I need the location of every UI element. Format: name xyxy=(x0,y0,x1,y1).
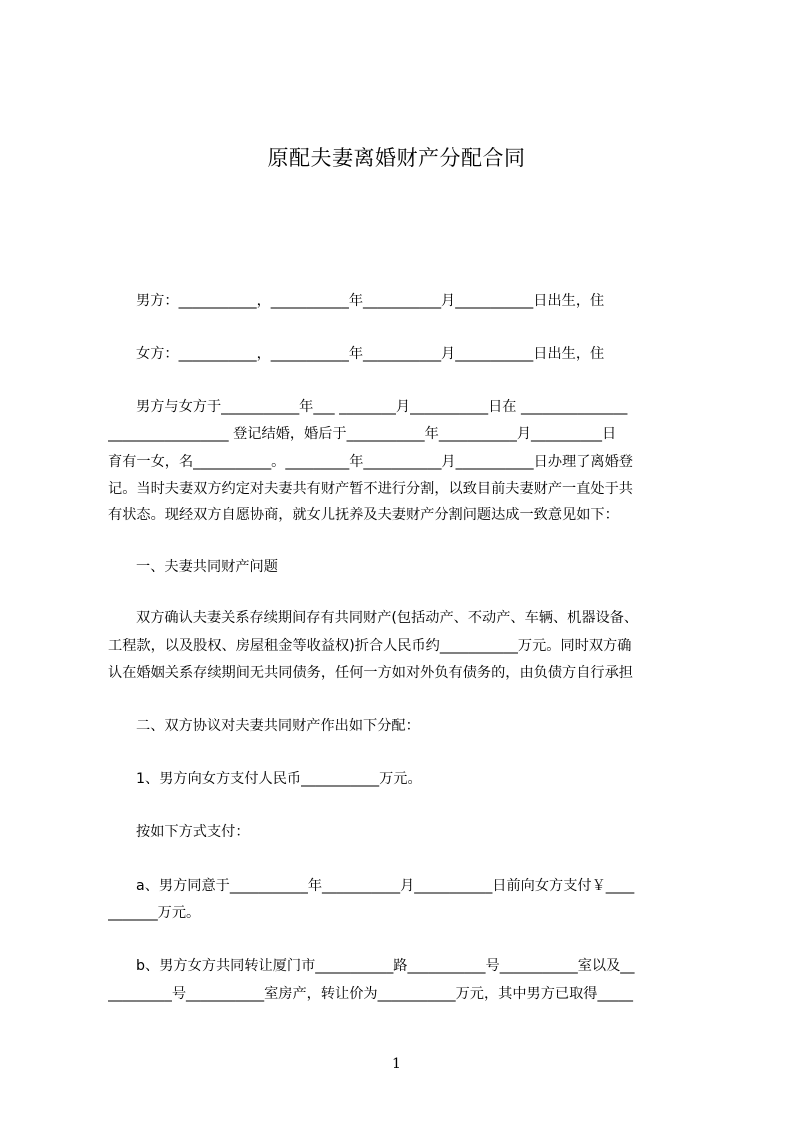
page-number: 1 xyxy=(392,1056,401,1072)
male-party-line: 男方：___________，___________年___________月___________日出生，住 xyxy=(136,293,605,309)
payment-method-line: 按如下方式支付： xyxy=(136,824,250,840)
clause-a-line-2: _______万元。 xyxy=(108,905,201,921)
preamble-line-2: _________________ 登记结婚，婚后于___________年___________月__________日 xyxy=(108,426,617,442)
preamble-line-3: 育有一女，名___________。_________年___________月___________日办理了离婚登 xyxy=(108,454,633,470)
section-1-heading: 一、夫妻共同财产问题 xyxy=(136,559,278,575)
clause-a-line-1: a、男方同意于___________年___________月___________日前向女方支付￥____ xyxy=(136,878,635,894)
preamble-line-5: 有状态。现经双方自愿协商，就女儿抚养及夫妻财产分割问题达成一致意见如下： xyxy=(108,507,619,523)
section-2-heading: 二、双方协议对夫妻共同财产作出如下分配： xyxy=(136,718,420,734)
clause-b-line-2: _________号___________室房产，转让价为___________万元，其中男方已取得_____ xyxy=(108,986,633,1002)
clause-b-line-1: b、男方女方共同转让厦门市___________路___________号___________室以及__ xyxy=(136,958,635,974)
document-title: 原配夫妻离婚财产分配合同 xyxy=(267,146,526,170)
clause-1-line: 1、男方向女方支付人民币___________万元。 xyxy=(136,771,422,787)
section-1-line-1: 双方确认夫妻关系存续期间存有共同财产(包括动产、不动产、车辆、机器设备、 xyxy=(136,610,639,626)
section-1-line-3: 认在婚姻关系存续期间无共同债务，任何一方如对外负有债务的，由负债方自行承担 xyxy=(108,665,633,681)
section-1-line-2: 工程款，以及股权、房屋租金等收益权)折合人民币约___________万元。同时双方确 xyxy=(108,638,632,654)
preamble-line-1: 男方与女方于___________年___ ________月___________日在 _______________ xyxy=(136,399,628,415)
female-party-line: 女方：___________，___________年___________月___________日出生，住 xyxy=(136,346,605,362)
preamble-line-4: 记。当时夫妻双方约定对夫妻共有财产暂不进行分割，以致目前夫妻财产一直处于共 xyxy=(108,481,633,497)
